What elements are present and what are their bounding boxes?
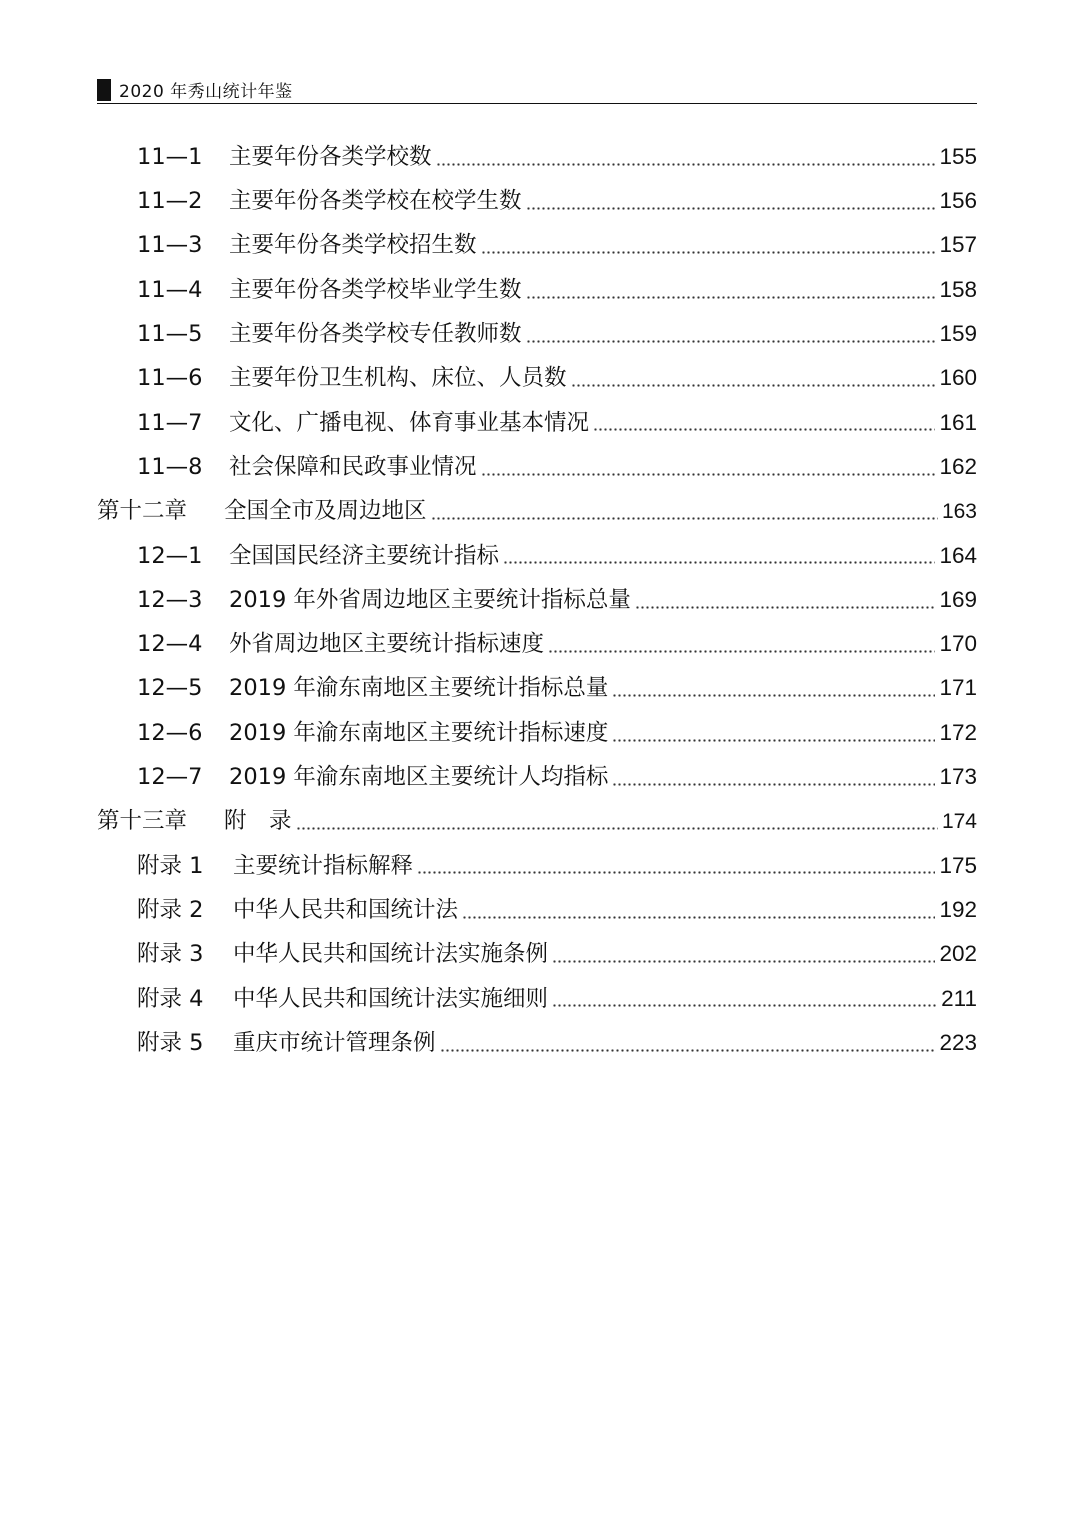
dot-leader bbox=[593, 428, 935, 431]
toc-number: 12—7 bbox=[137, 764, 203, 791]
dot-leader bbox=[296, 827, 938, 830]
toc-entry-row[interactable] bbox=[97, 977, 977, 1021]
toc-number: 12—6 bbox=[137, 719, 203, 746]
toc-title: 主要年份各类学校数 bbox=[229, 143, 432, 170]
toc-title: 社会保障和民政事业情况 bbox=[229, 453, 477, 480]
toc-page-number: 211 bbox=[941, 985, 977, 1011]
toc-page-number: 173 bbox=[939, 764, 977, 790]
toc-number: 附录 4 bbox=[137, 985, 204, 1012]
toc-number: 第十三章 bbox=[97, 808, 188, 835]
toc-page-number: 171 bbox=[939, 675, 977, 701]
toc-title: 全国国民经济主要统计指标 bbox=[229, 542, 500, 569]
toc-page-number: 175 bbox=[939, 852, 977, 878]
dot-leader bbox=[440, 1049, 936, 1052]
table-of-contents bbox=[97, 135, 977, 1065]
dot-leader bbox=[526, 207, 936, 210]
toc-entry-row[interactable] bbox=[97, 578, 977, 622]
toc-number: 11—1 bbox=[137, 143, 203, 170]
toc-entry-row[interactable] bbox=[97, 224, 977, 268]
toc-title: 中华人民共和国统计法 bbox=[233, 896, 459, 923]
toc-title: 主要年份各类学校毕业学生数 bbox=[229, 276, 522, 303]
toc-title: 中华人民共和国统计法实施细则 bbox=[233, 985, 549, 1012]
toc-title: 主要年份卫生机构、床位、人员数 bbox=[229, 365, 567, 392]
toc-number: 11—8 bbox=[137, 453, 203, 480]
toc-title: 2019 年外省周边地区主要统计指标总量 bbox=[229, 586, 631, 613]
toc-title: 全国全市及周边地区 bbox=[224, 498, 427, 525]
toc-number: 11—6 bbox=[137, 365, 203, 392]
dot-leader bbox=[571, 384, 936, 387]
toc-page-number: 172 bbox=[939, 719, 977, 745]
toc-entry-row[interactable] bbox=[97, 888, 977, 932]
toc-title: 主要年份各类学校专任教师数 bbox=[229, 321, 522, 348]
dot-leader bbox=[436, 163, 936, 166]
toc-number: 附录 5 bbox=[137, 1029, 204, 1056]
toc-number: 12—5 bbox=[137, 675, 203, 702]
toc-entry-row[interactable] bbox=[97, 179, 977, 223]
toc-number: 附录 2 bbox=[137, 896, 204, 923]
toc-entry-row[interactable] bbox=[97, 622, 977, 666]
toc-entry-row[interactable] bbox=[97, 667, 977, 711]
toc-page-number: 162 bbox=[939, 453, 977, 479]
toc-entry-row[interactable] bbox=[97, 534, 977, 578]
dot-leader bbox=[612, 783, 935, 786]
toc-page-number: 164 bbox=[939, 542, 977, 568]
toc-number: 第十二章 bbox=[97, 498, 188, 525]
toc-page-number: 223 bbox=[939, 1029, 977, 1055]
toc-entry-row[interactable] bbox=[97, 401, 977, 445]
header-marker-block bbox=[97, 79, 111, 101]
toc-chapter-row[interactable] bbox=[97, 799, 977, 843]
toc-number: 附录 3 bbox=[137, 941, 204, 968]
toc-entry-row[interactable] bbox=[97, 312, 977, 356]
toc-entry-row[interactable] bbox=[97, 711, 977, 755]
dot-leader bbox=[417, 871, 935, 874]
toc-title: 主要年份各类学校在校学生数 bbox=[229, 188, 522, 215]
toc-entry-row[interactable] bbox=[97, 356, 977, 400]
toc-number: 12—3 bbox=[137, 586, 203, 613]
toc-entry-row[interactable] bbox=[97, 445, 977, 489]
toc-title: 主要年份各类学校招生数 bbox=[229, 232, 477, 259]
dot-leader bbox=[612, 739, 935, 742]
toc-title: 主要统计指标解释 bbox=[233, 852, 414, 879]
toc-page-number: 174 bbox=[941, 810, 977, 834]
toc-number: 11—2 bbox=[137, 188, 203, 215]
toc-title: 文化、广播电视、体育事业基本情况 bbox=[229, 409, 590, 436]
toc-number: 附录 1 bbox=[137, 852, 204, 879]
toc-title: 中华人民共和国统计法实施条例 bbox=[233, 941, 549, 968]
dot-leader bbox=[526, 340, 936, 343]
toc-title: 2019 年渝东南地区主要统计人均指标 bbox=[229, 764, 609, 791]
toc-page-number: 202 bbox=[939, 941, 977, 967]
toc-page-number: 170 bbox=[939, 631, 977, 657]
dot-leader bbox=[503, 561, 935, 564]
dot-leader bbox=[612, 694, 935, 697]
toc-page-number: 192 bbox=[939, 896, 977, 922]
dot-leader bbox=[462, 916, 935, 919]
dot-leader bbox=[548, 650, 935, 653]
toc-title: 外省周边地区主要统计指标速度 bbox=[229, 631, 545, 658]
toc-number: 12—1 bbox=[137, 542, 203, 569]
dot-leader bbox=[481, 251, 936, 254]
dot-leader bbox=[552, 1004, 937, 1007]
toc-number: 11—4 bbox=[137, 276, 203, 303]
header-title: 2020 年秀山统计年鉴 bbox=[119, 82, 293, 102]
toc-page-number: 155 bbox=[939, 143, 977, 169]
toc-entry-row[interactable] bbox=[97, 755, 977, 799]
toc-entry-row[interactable] bbox=[97, 135, 977, 179]
toc-chapter-row[interactable] bbox=[97, 489, 977, 533]
toc-page-number: 158 bbox=[939, 276, 977, 302]
running-header bbox=[97, 76, 977, 104]
dot-leader bbox=[481, 473, 936, 476]
toc-number: 11—7 bbox=[137, 409, 203, 436]
toc-entry-row[interactable] bbox=[97, 268, 977, 312]
dot-leader bbox=[431, 517, 938, 520]
toc-page-number: 161 bbox=[939, 409, 977, 435]
toc-title: 重庆市统计管理条例 bbox=[233, 1029, 436, 1056]
toc-page-number: 159 bbox=[939, 321, 977, 347]
toc-page-number: 160 bbox=[939, 365, 977, 391]
toc-entry-row[interactable] bbox=[97, 1021, 977, 1065]
toc-page-number: 163 bbox=[941, 500, 977, 524]
toc-title: 2019 年渝东南地区主要统计指标总量 bbox=[229, 675, 609, 702]
dot-leader bbox=[526, 296, 936, 299]
toc-page-number: 157 bbox=[939, 232, 977, 258]
toc-title: 附 录 bbox=[224, 808, 292, 835]
toc-page-number: 156 bbox=[939, 188, 977, 214]
toc-entry-row[interactable] bbox=[97, 844, 977, 888]
toc-entry-row[interactable] bbox=[97, 932, 977, 976]
toc-title: 2019 年渝东南地区主要统计指标速度 bbox=[229, 719, 609, 746]
toc-number: 12—4 bbox=[137, 631, 203, 658]
toc-number: 11—5 bbox=[137, 321, 203, 348]
toc-page-number: 169 bbox=[939, 586, 977, 612]
toc-number: 11—3 bbox=[137, 232, 203, 259]
dot-leader bbox=[552, 960, 935, 963]
dot-leader bbox=[635, 606, 936, 609]
